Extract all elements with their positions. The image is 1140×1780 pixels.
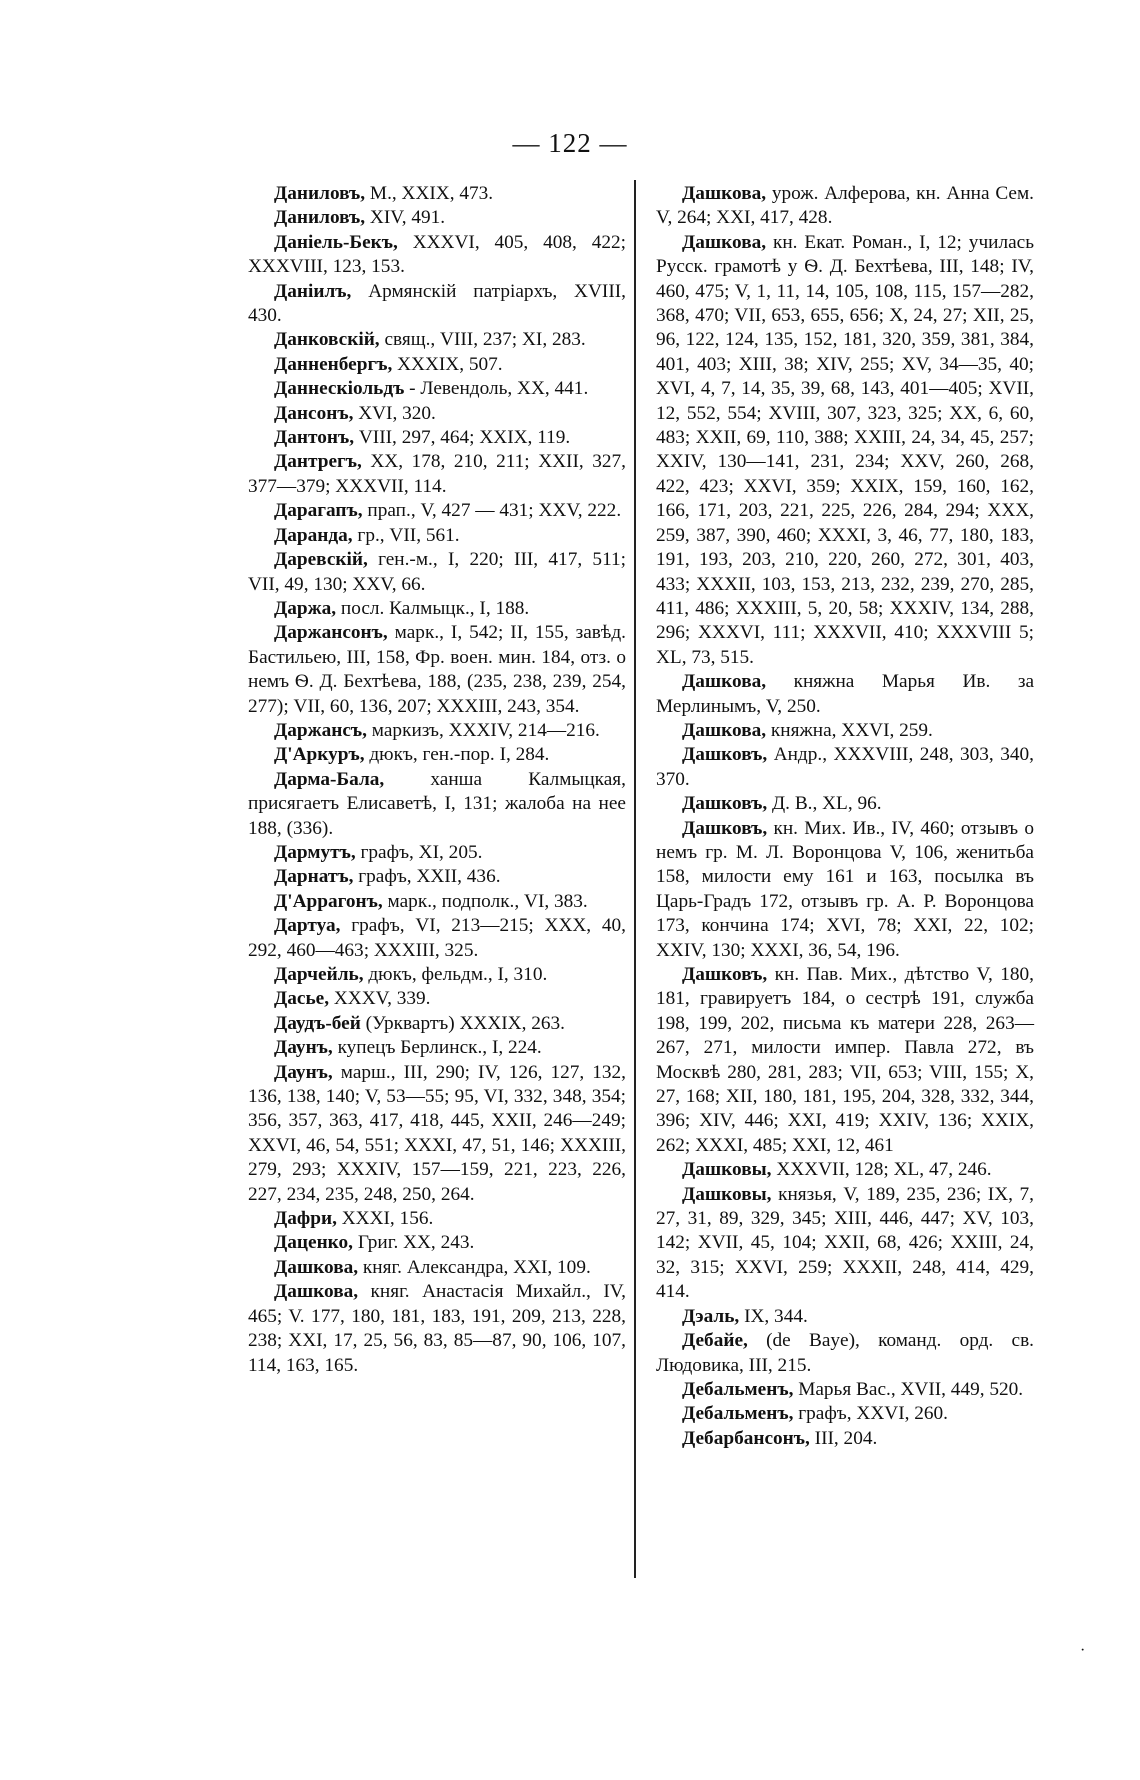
entry-references: Д. В., XL, 96. [767,793,882,815]
entry-references: XXXV, 339. [329,988,431,1010]
index-entry [248,377,626,401]
entry-references: графъ, XI, 205. [355,841,483,863]
entry-headword: Дашковъ, [682,817,768,839]
entry-headword: Дашкова, [682,671,767,693]
index-entry [248,768,626,841]
entry-headword: Дашковъ, [682,744,768,766]
entry-headword: Д'Аркуръ, [274,744,365,766]
entry-references: прап., V, 427 — 431; XXV, 222. [362,500,622,522]
entry-headword: Дашкова, [274,1256,359,1278]
index-entry [248,987,626,1011]
index-entry [656,1427,1034,1451]
index-entry [656,719,1034,743]
index-entry [656,963,1034,1158]
index-entry [248,841,626,865]
entry-headword: Дебальменъ, [682,1378,794,1400]
entry-references: IX, 344. [739,1305,808,1327]
index-entry [656,743,1034,792]
entry-references: XXXVII, 128; XL, 47, 246. [771,1159,992,1181]
index-entry [248,280,626,329]
index-entry [656,1183,1034,1305]
index-entry [248,963,626,987]
entry-headword: Дарагапъ, [274,500,363,522]
entry-references: ханша Калмыцкая, присягаетъ Елисаветѣ, I, 131; жалоба на нее 188, (336). [248,768,626,839]
entry-headword: Дебарбансонъ, [682,1427,810,1449]
index-entry [248,1061,626,1207]
entry-references: княжна Марья Ив. за Мерлинымъ, V, 250. [656,671,1034,717]
entry-references: Армянскій патріархъ, XVIII, 430. [248,280,626,327]
index-entry [656,792,1034,816]
entry-headword: Данковскій, [274,329,380,351]
column-divider [634,180,636,1578]
index-entry [248,890,626,914]
entry-references: марк., I, 542; II, 155, завѣд. Бастильею, III, 158, Фр. воен. мин. 184, отз. о немъ Ѳ. Д. Бехтѣева, 188, (235, 238, 239, 254, 277); VII, 60, 136, 207; XXXIII, 243, 354. [248,622,626,717]
index-entry [248,865,626,889]
entry-headword: Дантрегъ, [274,451,362,473]
entry-headword: Даніель-Бекъ, [274,231,398,253]
index-entry [248,914,626,963]
entry-references: урож. Алферова, кн. Анна Сем. V, 264; XXI, 417, 428. [656,183,1034,229]
entry-headword: Дасье, [274,988,330,1010]
entry-references: М., XXIX, 473. [365,183,494,204]
index-entry [656,817,1034,963]
entry-headword: Дармутъ, [274,841,356,863]
entry-headword: Даннескіольдъ [274,378,405,400]
entry-references: маркизъ, XXXIV, 214—216. [366,719,600,741]
index-entry [656,182,1034,231]
entry-references: марк., подполк., VI, 383. [382,890,588,912]
entry-references: княг. Александра, XXI, 109. [358,1256,591,1278]
entry-headword: Даніилъ, [274,280,352,302]
entry-headword: Дэаль, [682,1305,740,1327]
entry-headword: Дашковъ, [682,793,768,815]
entry-references: XX, 178, 210, 211; XXII, 327, 377—379; XXXVII, 114. [248,451,626,497]
entry-headword: Данненбергъ, [274,353,393,375]
entry-headword: Даржа, [274,597,337,619]
entry-headword: Даржансъ, [274,719,367,741]
index-entry [248,231,626,280]
index-entry [656,1305,1034,1329]
index-entry [248,402,626,426]
entry-references: XVI, 320. [353,402,436,424]
entry-references: гр., VII, 561. [352,524,460,546]
entry-references: кн. Мих. Ив., IV, 460; отзывъ о немъ гр. М. Л. Воронцова V, 106, женитьба 158, милости ему 161 и 163, посылка въ Царь-Градъ 172, отзывъ гр. А. Р. Воронцова 173, кончина 174; XVI, 78; XXI, 22, 102; XXIV, 130; XXXI, 36, 54, 196. [656,817,1034,961]
entry-references: Марья Вас., XVII, 449, 520. [793,1378,1024,1400]
entry-headword: Даревскій, [274,549,368,571]
stray-mark: · [1080,1642,1086,1659]
index-entry [248,1207,626,1231]
entry-references: княжна, XXVI, 259. [766,719,933,741]
entry-references: купецъ Берлинск., I, 224. [332,1037,542,1059]
index-entry [248,743,626,767]
page-number: — 122 — [512,128,628,158]
entry-headword: Даржансонъ, [274,622,388,644]
index-entry [656,231,1034,670]
entry-references: XXXVI, 405, 408, 422; XXXVIII, 123, 153. [248,231,626,278]
index-entry [656,1378,1034,1402]
index-column-right [656,182,1034,1451]
entry-headword: Даценко, [274,1232,353,1254]
entry-references: марш., III, 290; IV, 126, 127, 132, 136, 138, 140; V, 53—55; 95, VI, 332, 348, 354; 356, 357, 363, 417, 418, 445, XXII, 246—249; XXVI, 46, 54, 551; XXXI, 47, 51, 146; XXXIII, 279, 293; XXXIV, 157—159, 221, 223, 226, 227, 234, 235, 248, 250, 264. [248,1061,626,1205]
entry-headword: Дебальменъ, [682,1403,794,1425]
entry-headword: Дашковы, [682,1183,772,1205]
entry-references: дюкъ, ген.-пор. I, 284. [364,744,550,766]
entry-headword: Даниловъ, [274,207,366,229]
index-column-left [248,182,626,1378]
entry-headword: Дашковъ, [682,964,768,985]
index-entry [248,719,626,743]
entry-references: XXXIX, 507. [392,353,503,375]
entry-references: княг. Анастасія Михайл., IV, 465; V. 177, 180, 181, 183, 191, 209, 213, 228, 238; XXI, 17, 25, 56, 83, 85—87, 90, 106, 107, 114, 163, 165. [248,1281,626,1376]
index-entry [656,1158,1034,1182]
index-entry [248,206,626,230]
entry-references: VIII, 297, 464; XXIX, 119. [354,427,571,449]
index-entry [248,328,626,352]
entry-headword: Даранда, [274,524,353,546]
index-entry [248,1280,626,1378]
entry-headword: Даунъ, [274,1037,333,1059]
entry-headword: Дарнатъ, [274,866,354,888]
entry-references: III, 204. [809,1427,878,1449]
entry-headword: Дашкова, [682,231,767,253]
entry-references: - Левендоль, XX, 441. [404,378,589,400]
index-entry [248,1012,626,1036]
index-entry [248,426,626,450]
entry-headword: Дансонъ, [274,402,354,424]
entry-references: Григ. XX, 243. [353,1232,475,1254]
entry-headword: Даниловъ, [274,183,366,204]
index-entry [248,353,626,377]
entry-headword: Дашкова, [682,183,767,204]
index-entry [656,670,1034,719]
index-entry [656,1329,1034,1378]
entry-headword: Даудъ-бей [274,1012,361,1034]
entry-references: графъ, VI, 213—215; XXX, 40, 292, 460—463; XXXIII, 325. [248,915,626,961]
index-entry [248,524,626,548]
entry-headword: Дарма-Бала, [274,768,385,790]
index-entry [248,1256,626,1280]
entry-headword: Д'Аррагонъ, [274,890,383,912]
index-entry [248,182,626,206]
index-entry [248,621,626,719]
entry-references: (de Baye), команд. орд. св. Людовика, III, 215. [656,1330,1034,1376]
entry-headword: Дашкова, [274,1281,359,1303]
entry-headword: Дартуа, [274,915,341,937]
entry-headword: Дашковы, [682,1159,772,1181]
entry-references: ген.-м., I, 220; III, 417, 511; VII, 49, 130; XXV, 66. [248,549,626,595]
entry-references: кн. Пав. Мих., дѣтство V, 180, 181, гравируетъ 184, о сестрѣ 191, служба 198, 199, 202, письма къ матери 228, 263—267, 271, милости импер. Павла 272, въ Москвѣ 280, 281, 283; VII, 653; VIII, 155; X, 27, 168; XII, 180, 181, 195, 204, 328, 332, 344, 396; XIV, 446; XXI, 419; XXIV, 136; XXIX, 262; XXXI, 485; XXI, 12, 461 [656,964,1034,1156]
entry-headword: Дантонъ, [274,427,355,449]
index-entry [248,450,626,499]
entry-references: посл. Калмыцк., I, 188. [336,597,530,619]
entry-headword: Дарчейль, [274,964,364,985]
entry-references: графъ, XXII, 436. [353,866,501,888]
entry-references: XIV, 491. [365,207,446,229]
index-entry [248,1036,626,1060]
entry-headword: Дафри, [274,1208,337,1230]
index-entry [248,597,626,621]
entry-references: графъ, XXVI, 260. [793,1403,948,1425]
entry-references: XXXI, 156. [336,1208,434,1230]
entry-references: кн. Екат. Роман., I, 12; училась Русск. грамотѣ у Ѳ. Д. Бехтѣева, III, 148; IV, 460, 475; V, 1, 11, 14, 105, 108, 115, 157—282, 368, 470; VII, 653, 655, 656; X, 24, 27; XII, 25, 96, 122, 124, 135, 152, 181, 320, 359, 381, 384, 401, 403; XIII, 38; XIV, 255; XV, 34—35, 40; XVI, 4, 7, 14, 35, 39, 68, 143, 401—405; XVII, 12, 552, 554; XVIII, 307, 323, 325; XX, 6, 60, 483; XXII, 69, 110, 388; XXIII, 24, 34, 45, 257; XXIV, 130—141, 231, 234; XXV, 260, 268, 422, 423; XXVI, 359; XXIX, 159, 160, 162, 166, 171, 203, 221, 225, 226, 284, 294; XXX, 259, 387, 390, 460; XXXI, 3, 46, 77, 180, 183, 191, 193, 203, 210, 220, 260, 272, 301, 403, 433; XXXII, 103, 153, 213, 232, 239, 270, 285, 411, 486; XXXIII, 5, 20, 58; XXXIV, 134, 288, 296; XXXVI, 111; XXXVII, 410; XXXVIII 5; XL, 73, 515. [656,231,1034,668]
entry-references: дюкъ, фельдм., I, 310. [363,964,548,985]
entry-references: (Урквартъ) XXXIX, 263. [360,1012,565,1034]
index-entry [248,499,626,523]
entry-references: князья, V, 189, 235, 236; IX, 7, 27, 31, 89, 329, 345; XIII, 446, 447; XV, 103, 142; XVII, 45, 104; XXII, 68, 426; XXIII, 24, 32, 315; XXVI, 259; XXXII, 248, 414, 429, 414. [656,1183,1034,1303]
index-entry [248,548,626,597]
entry-headword: Дебайе, [682,1330,748,1352]
entry-references: Андр., XXXVIII, 248, 303, 340, 370. [656,744,1034,790]
entry-references: свящ., VIII, 237; XI, 283. [379,329,586,351]
entry-headword: Дашкова, [682,719,767,741]
entry-headword: Даунъ, [274,1061,333,1083]
index-entry [248,1231,626,1255]
index-entry [656,1402,1034,1426]
